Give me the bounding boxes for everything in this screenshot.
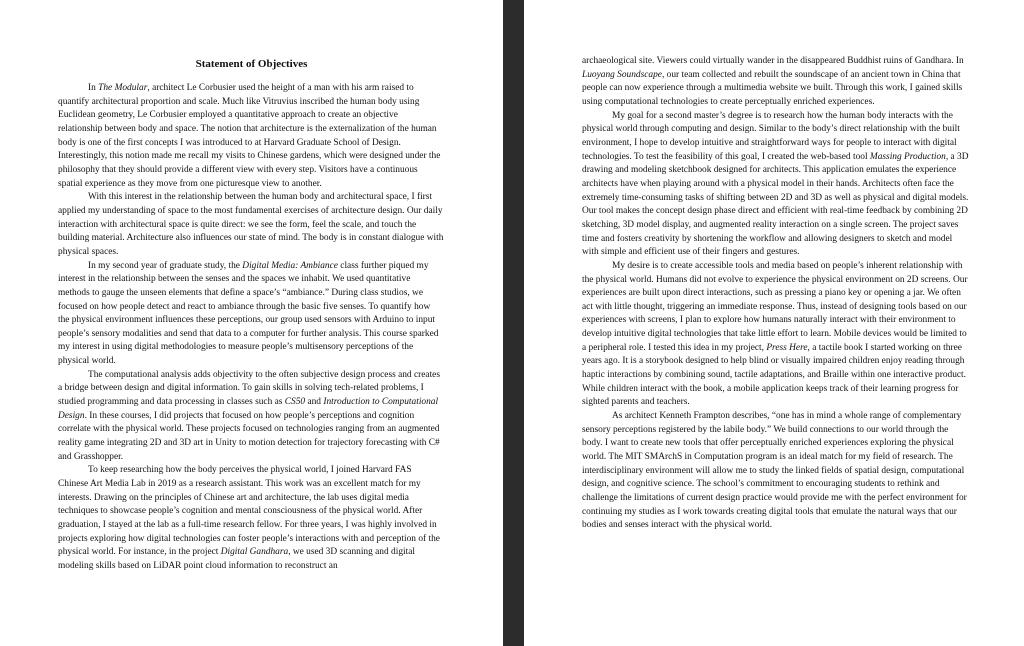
document-title: Statement of Objectives (195, 58, 308, 70)
italic-title-text: CS50 (284, 397, 306, 408)
paragraph-text: In my second year of graduate study, the (88, 260, 243, 271)
paragraph-text: My desire is to create accessible tools and media based on people’s inherent relationship with the physical world. Humans did not evolve to experience the physical environment on 2D screens. Our experiences are built upon direct interactions, such as pressing a piano key or opening a jar. We often act with little thought, triggering an immediate response. Thus, instead of designing tools based on our experiences with screens, I plan to explore how humans naturally interact with their environment to develop intuitive digital technologies that take little effort to learn. Mobile devices would be limited to a peripheral role. I tested this idea in my project, (582, 260, 968, 353)
paragraph (582, 260, 970, 410)
left-page (0, 0, 503, 646)
paragraph (582, 55, 970, 110)
italic-title-text: Digital Gandhara (220, 547, 289, 558)
left-page-body (58, 82, 444, 574)
paragraph (58, 191, 444, 259)
paragraph-text: With this interest in the relationship between the human body and architectural space, I first applied my understanding of space to the most fundamental exercises of architecture design. Our daily interaction with architectural space is quite direct: we see the form, feel the scale, and touch the building material. Architecture also influences our state of mind. The body is in constant dialogue with physical spaces. (58, 192, 444, 257)
italic-title-text: Massing Production, (869, 151, 949, 162)
paragraph (58, 369, 444, 465)
paragraph (582, 110, 970, 260)
paragraph-text: , our team collected and rebuilt the soundscape of an ancient town in China that people can now experience through a multimedia website we built. Through this work, I gained skills using computational technologies to create perceptually enriched experiences. (582, 69, 963, 107)
paragraph (58, 464, 444, 573)
paragraph-text: , we used 3D scanning and digital modeling skills based on LiDAR point cloud information to reconstruct an (58, 547, 415, 571)
paragraph (582, 410, 970, 533)
italic-title-text: Introduction to Computational Design (58, 397, 439, 421)
paragraph-text: To keep researching how the body perceives the physical world, I joined Harvard FAS Chinese Art Media Lab in 2019 as a research assistant. This work was an excellent match for my interests. Drawing on the principles of Chinese art and architecture, the lab uses digital media techniques to showcase people’s cognition and mental consciousness of the physical world. After graduation, I stayed at the lab as a full-time research fellow. For three years, I was highly involved in projects exploring how digital technologies can foster people’s interactions with and perception of the physical world. For instance, in the project (58, 465, 440, 558)
right-page-body (582, 55, 970, 533)
italic-title-text: Press Here (766, 342, 808, 353)
paragraph (58, 82, 444, 191)
paragraph-text: My goal for a second master’s degree is to research how the human body interacts with the physical world through computing and design. Similar to the body’s direct relationship with the built environment, I hope to develop intuitive and straightforward ways for people to interact with digital technologies. To test the feasibility of this goal, I created the web-based tool (582, 110, 960, 162)
paragraph (58, 260, 444, 369)
paragraph-text: , a tactile book I started working on three years ago. It is a storybook designed to help blind or visually impaired children enjoy reading through haptic interactions by combining sound, tactile adaptations, and Braille within one interactive product. While children interact with the book, a mobile application keeps track of their learning progress for sighted parents and teachers. (582, 342, 967, 408)
paragraph-text: In (88, 83, 99, 93)
italic-title-text: Digital Media: Ambiance (242, 260, 338, 271)
italic-title-text: The Modular (98, 83, 148, 93)
paragraph-text: archaeological site. Viewers could virtually wander in the disappeared Buddhist ruins of Gandhara. In (582, 56, 964, 66)
paragraph-text: , architect Le Corbusier used the height of a man with his arm raised to quantify architectural proportion and scale. Much like Vitruvius inscribed the human body using Euclidean geometry, Le Corbusier employed a quantitative approach to create an objective relationship between body and space. The notion that architecture is the externalization of the human body is one of the first concepts I was introduced to at Harvard Graduate School of Design. Interestingly, this notion made me recall my visits to Chinese gardens, which were designed under the philosophy that they should provide a different view with every step. Visitors have a continuous spatial experience as they move from one picturesque view to another. (58, 83, 441, 189)
paragraph-text: a 3D drawing and modeling sketchbook designed for architects. This application emulates the experience architects have when playing around with a physical model in their hands. Architects often face the extremely time-consuming tasks of shifting between 2D and 3D as well as physical and digital models. Our tool makes the concept design phase direct and efficient with real-time feedback by combining 2D sketching, 3D model display, and augmented reality interaction on a single screen. The project saves time and fosters creativity by shortening the workflow and allowing designers to sketch and model with simple and efficient use of their fingers and gestures. (582, 151, 969, 258)
paragraph-text: and (305, 397, 324, 408)
paragraph-text: The computational analysis adds objectivity to the often subjective design process and creates a bridge between design and digital information. To gain skills in solving tech-related problems, I studied programming and data processing in classes such as (58, 369, 440, 408)
paragraph-text: class further piqued my interest in the relationship between the senses and the spaces we inhabit. We used quantitative methods to gauge the unseen elements that define a space’s “ambiance.” During class studios, we focused on how people detect and react to ambiance through the basic five senses. To quantify how the physical environment influences these perceptions, our group used sensors with Arduino to input people’s sensory modalities and send that data to a computer for further analysis. This course sparked my interest in using digital methodologies to measure people’s multisensory perceptions of the physical world. (58, 260, 439, 367)
paragraph-text: . In these courses, I did projects that focused on how people’s perceptions and cognition correlate with the physical world. These projects focused on technologies ranging from an augmented reality game integrating 2D and 3D art in Unity to motion detection for trajectory forecasting with C# and Grasshopper. (58, 410, 440, 462)
right-page (524, 0, 1024, 646)
paragraph-text: As architect Kenneth Frampton describes, “one has in mind a whole range of complementary sensory perceptions registered by the labile body.” We build connections to our world through the body. I want to create new tools that offer perceptually enriched experiences exploring the physical world. The MIT SMArchS in Computation program is an ideal match for my field of research. The interdisciplinary environment will allow me to study the linked fields of spatial design, computational design, and cognitive science. The school’s commitment to encouraging students to rethink and challenge the limitations of current design practice would provide me with the perfect environment for continuing my studies as I work towards creating digital tools that emulate the natural ways that our bodies and senses interact with the physical world. (582, 411, 967, 531)
italic-title-text: Luoyang Soundscape (582, 69, 662, 80)
page-gutter-divider (503, 0, 524, 646)
